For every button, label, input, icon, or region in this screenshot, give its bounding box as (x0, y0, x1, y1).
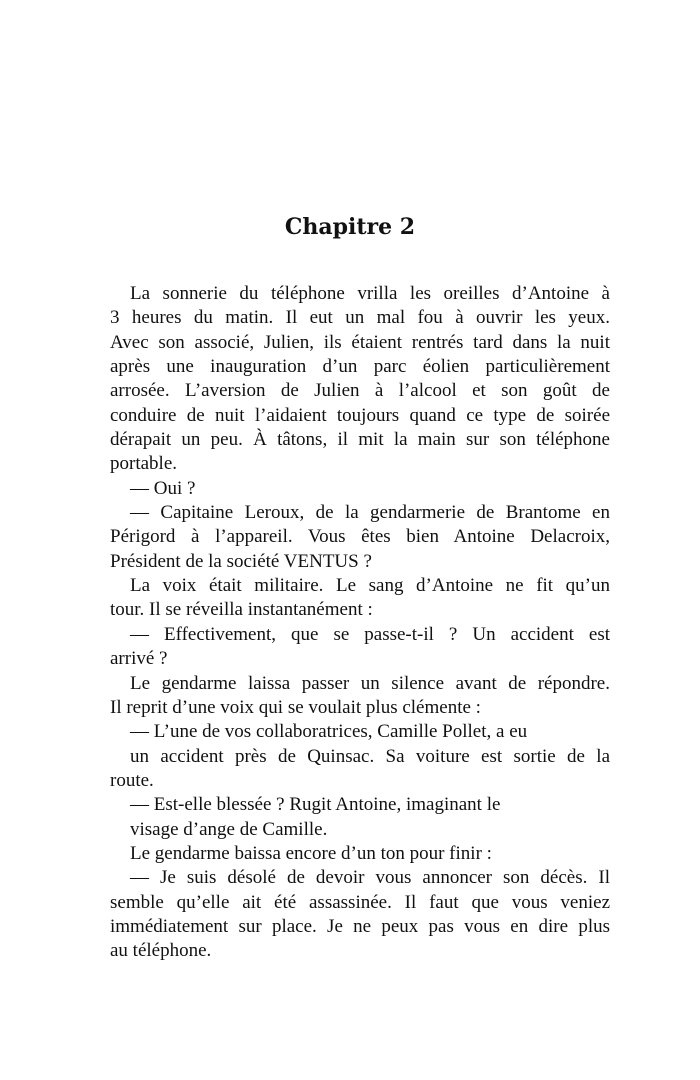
text-line: portable. (110, 453, 178, 475)
text-line: Il reprit d’une voix qui se voulait plus clémente : (110, 696, 481, 718)
text-line: — Effectivement, que se passe-t-il ? Un accident est (130, 623, 610, 645)
text-line: un accident près de Quinsac. Sa voiture est sortie de la (130, 745, 610, 767)
text-line: tour. Il se réveilla instantanément : (110, 599, 373, 621)
chapter-title: Chapitre 2 (284, 214, 416, 240)
text-line: arrosée. L’aversion de Julien à l’alcool et son goût de (110, 380, 610, 402)
text-line: immédiatement sur place. Je ne peux pas vous en dire plus (110, 915, 610, 937)
text-line: Le gendarme baissa encore d’un ton pour finir : (130, 842, 492, 864)
text-line: Avec son associé, Julien, ils étaient rentrés tard dans la nuit (110, 331, 610, 353)
text-line: — Je suis désolé de devoir vous annoncer son décès. Il (130, 867, 610, 889)
text-line: Le gendarme laissa passer un silence avant de répondre. (130, 672, 610, 694)
text-line: — L’une de vos collaboratrices, Camille Pollet, a eu (130, 721, 528, 743)
text-line: — Oui ? (130, 477, 196, 499)
text-line: Périgord à l’appareil. Vous êtes bien Antoine Delacroix, (110, 526, 610, 548)
text-line: visage d’ange de Camille. (130, 818, 328, 840)
text-line: La sonnerie du téléphone vrilla les oreilles d’Antoine à (130, 283, 610, 304)
text-line: au téléphone. (110, 940, 212, 962)
text-line: arrivé ? (110, 648, 168, 670)
text-line: La voix était militaire. Le sang d’Antoine ne fit qu’un (130, 575, 610, 597)
text-line: route. (110, 769, 154, 791)
text-line: dérapait un peu. À tâtons, il mit la main sur son téléphone (110, 429, 610, 451)
body-text (110, 282, 610, 964)
text-line: — Est-elle blessée ? Rugit Antoine, imaginant le (130, 794, 501, 816)
text-line: après une inauguration d’un parc éolien particulièrement (110, 356, 610, 378)
text-line: 3 heures du matin. Il eut un mal fou à ouvrir les yeux. (110, 307, 610, 329)
text-line: — Capitaine Leroux, de la gendarmerie de Brantome en (130, 502, 610, 524)
text-line: semble qu’elle ait été assassinée. Il faut que vous veniez (110, 891, 610, 913)
text-line: Président de la société VENTUS ? (110, 550, 372, 572)
text-line: conduire de nuit l’aidaient toujours quand ce type de soirée (110, 404, 610, 426)
